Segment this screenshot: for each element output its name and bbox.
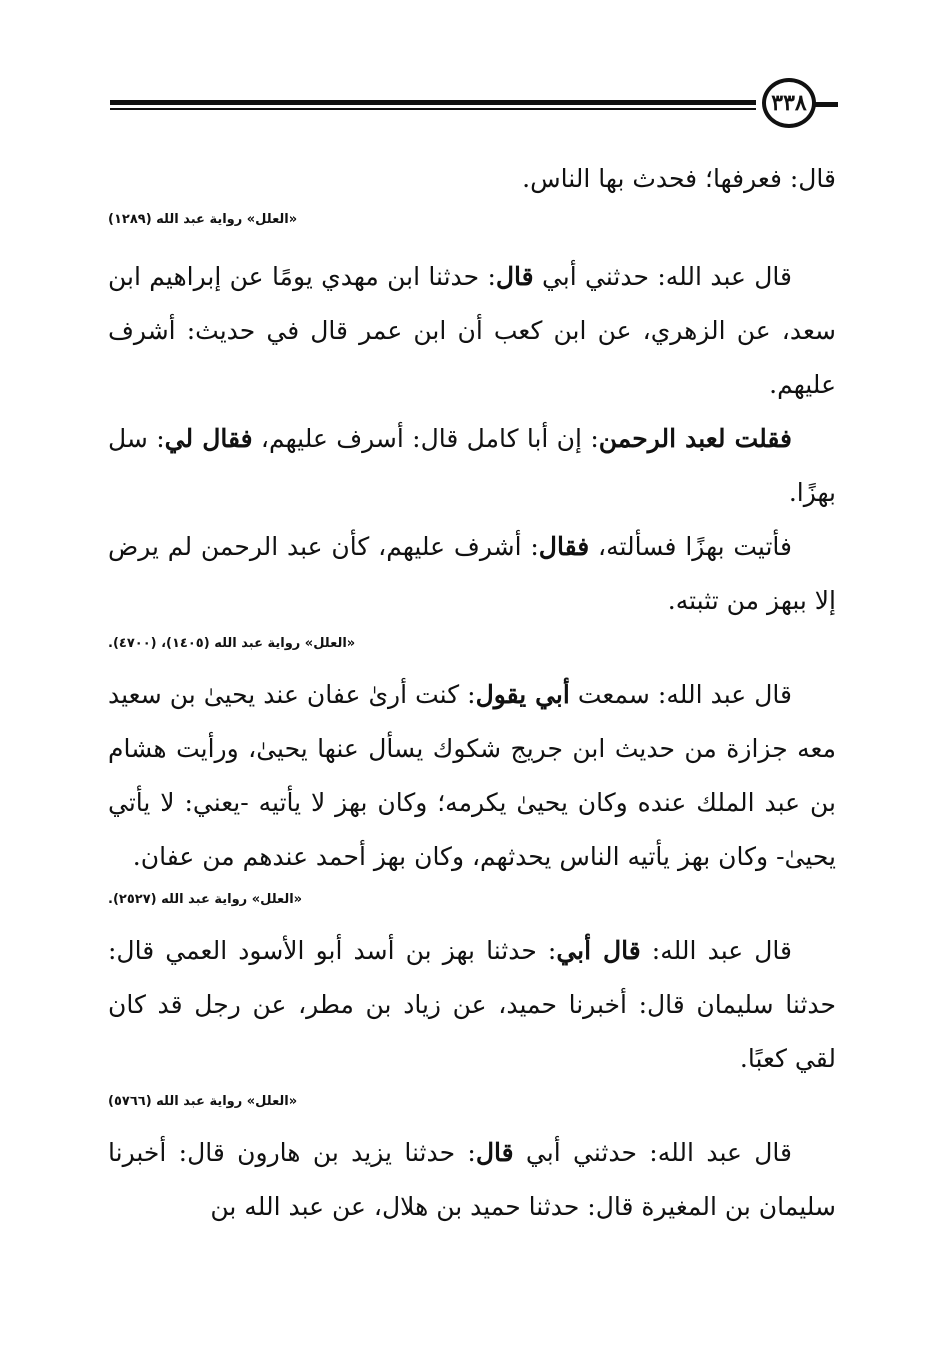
reference-citation: «العلل» رواية عبد الله (١٢٨٩) (108, 212, 298, 227)
text-run: قال عبد الله: حدثني أبي (513, 1138, 792, 1167)
paragraph (108, 1126, 836, 1234)
bold-phrase: قال (475, 1138, 514, 1167)
text-run: فأتيت بهزًا فسألته، (589, 532, 792, 561)
reference-citation: «العلل» رواية عبد الله (١٤٠٥)، (٤٧٠٠). (108, 636, 356, 651)
bold-phrase: فقال (538, 532, 590, 561)
paragraph (108, 924, 836, 1086)
paragraph (108, 250, 836, 412)
bold-phrase: فقلت لعبد الرحمن (598, 424, 792, 453)
page-number: ٣٣٨ (762, 78, 816, 128)
bold-phrase: أبي يقول (475, 680, 570, 709)
header-rule (110, 100, 756, 105)
text-run: : سل بهزًا. (108, 424, 836, 507)
reference-citation: «العلل» رواية عبد الله (٢٥٢٧). (108, 892, 303, 907)
reference-citation: «العلل» رواية عبد الله (٥٧٦٦) (108, 1094, 298, 1109)
text-run: : حدثنا ابن مهدي يومًا عن إبراهيم ابن سعد، عن الزهري، عن ابن كعب أن ابن عمر قال في حديث: أشرف عليهم. (108, 262, 836, 399)
paragraph (108, 152, 836, 206)
text-run: قال: فعرفها؛ فحدث بها الناس. (522, 164, 836, 193)
text-run: قال عبد الله: سمعت (569, 680, 792, 709)
paragraph (108, 520, 836, 628)
page-body (108, 152, 836, 1234)
text-run: : حدثنا يزيد بن هارون قال: أخبرنا سليمان بن المغيرة قال: حدثنا حميد بن هلال، عن عبد الله بن (108, 1138, 836, 1221)
header-rule-thin (110, 108, 756, 110)
paragraph (108, 668, 836, 884)
text-run: قال عبد الله: حدثني أبي (533, 262, 792, 291)
text-run: : إن أبا كامل قال: أسرف عليهم، (252, 424, 599, 453)
bold-phrase: فقال لي (164, 424, 253, 453)
paragraph (108, 412, 836, 520)
text-run: : كنت أرىٰ عفان عند يحيىٰ بن سعيد معه جزازة من حديث ابن جريج شكوك يسأل عنها يحيىٰ، ورأيت هشام بن عبد الملك عنده وكان يحيىٰ يكرمه؛ وكان بهز لا يأتيه -يعني: لا يأتي يحيىٰ- وكان بهز يأتيه الناس يحدثهم، وكان بهز أحمد عندهم من عفان. (108, 680, 836, 871)
bold-phrase: قال أبي (556, 936, 641, 965)
text-run: : أشرف عليهم، كأن عبد الرحمن لم يرض إلا ببهز من تثبته. (108, 532, 836, 615)
bold-phrase: قال (495, 262, 534, 291)
text-run: : حدثنا بهز بن أسد أبو الأسود العمي قال: حدثنا سليمان قال: أخبرنا حميد، عن زياد بن مطر، عن رجل قد كان لقي كعبًا. (108, 936, 836, 1073)
page-header (110, 78, 838, 132)
text-run: قال عبد الله: (640, 936, 792, 965)
